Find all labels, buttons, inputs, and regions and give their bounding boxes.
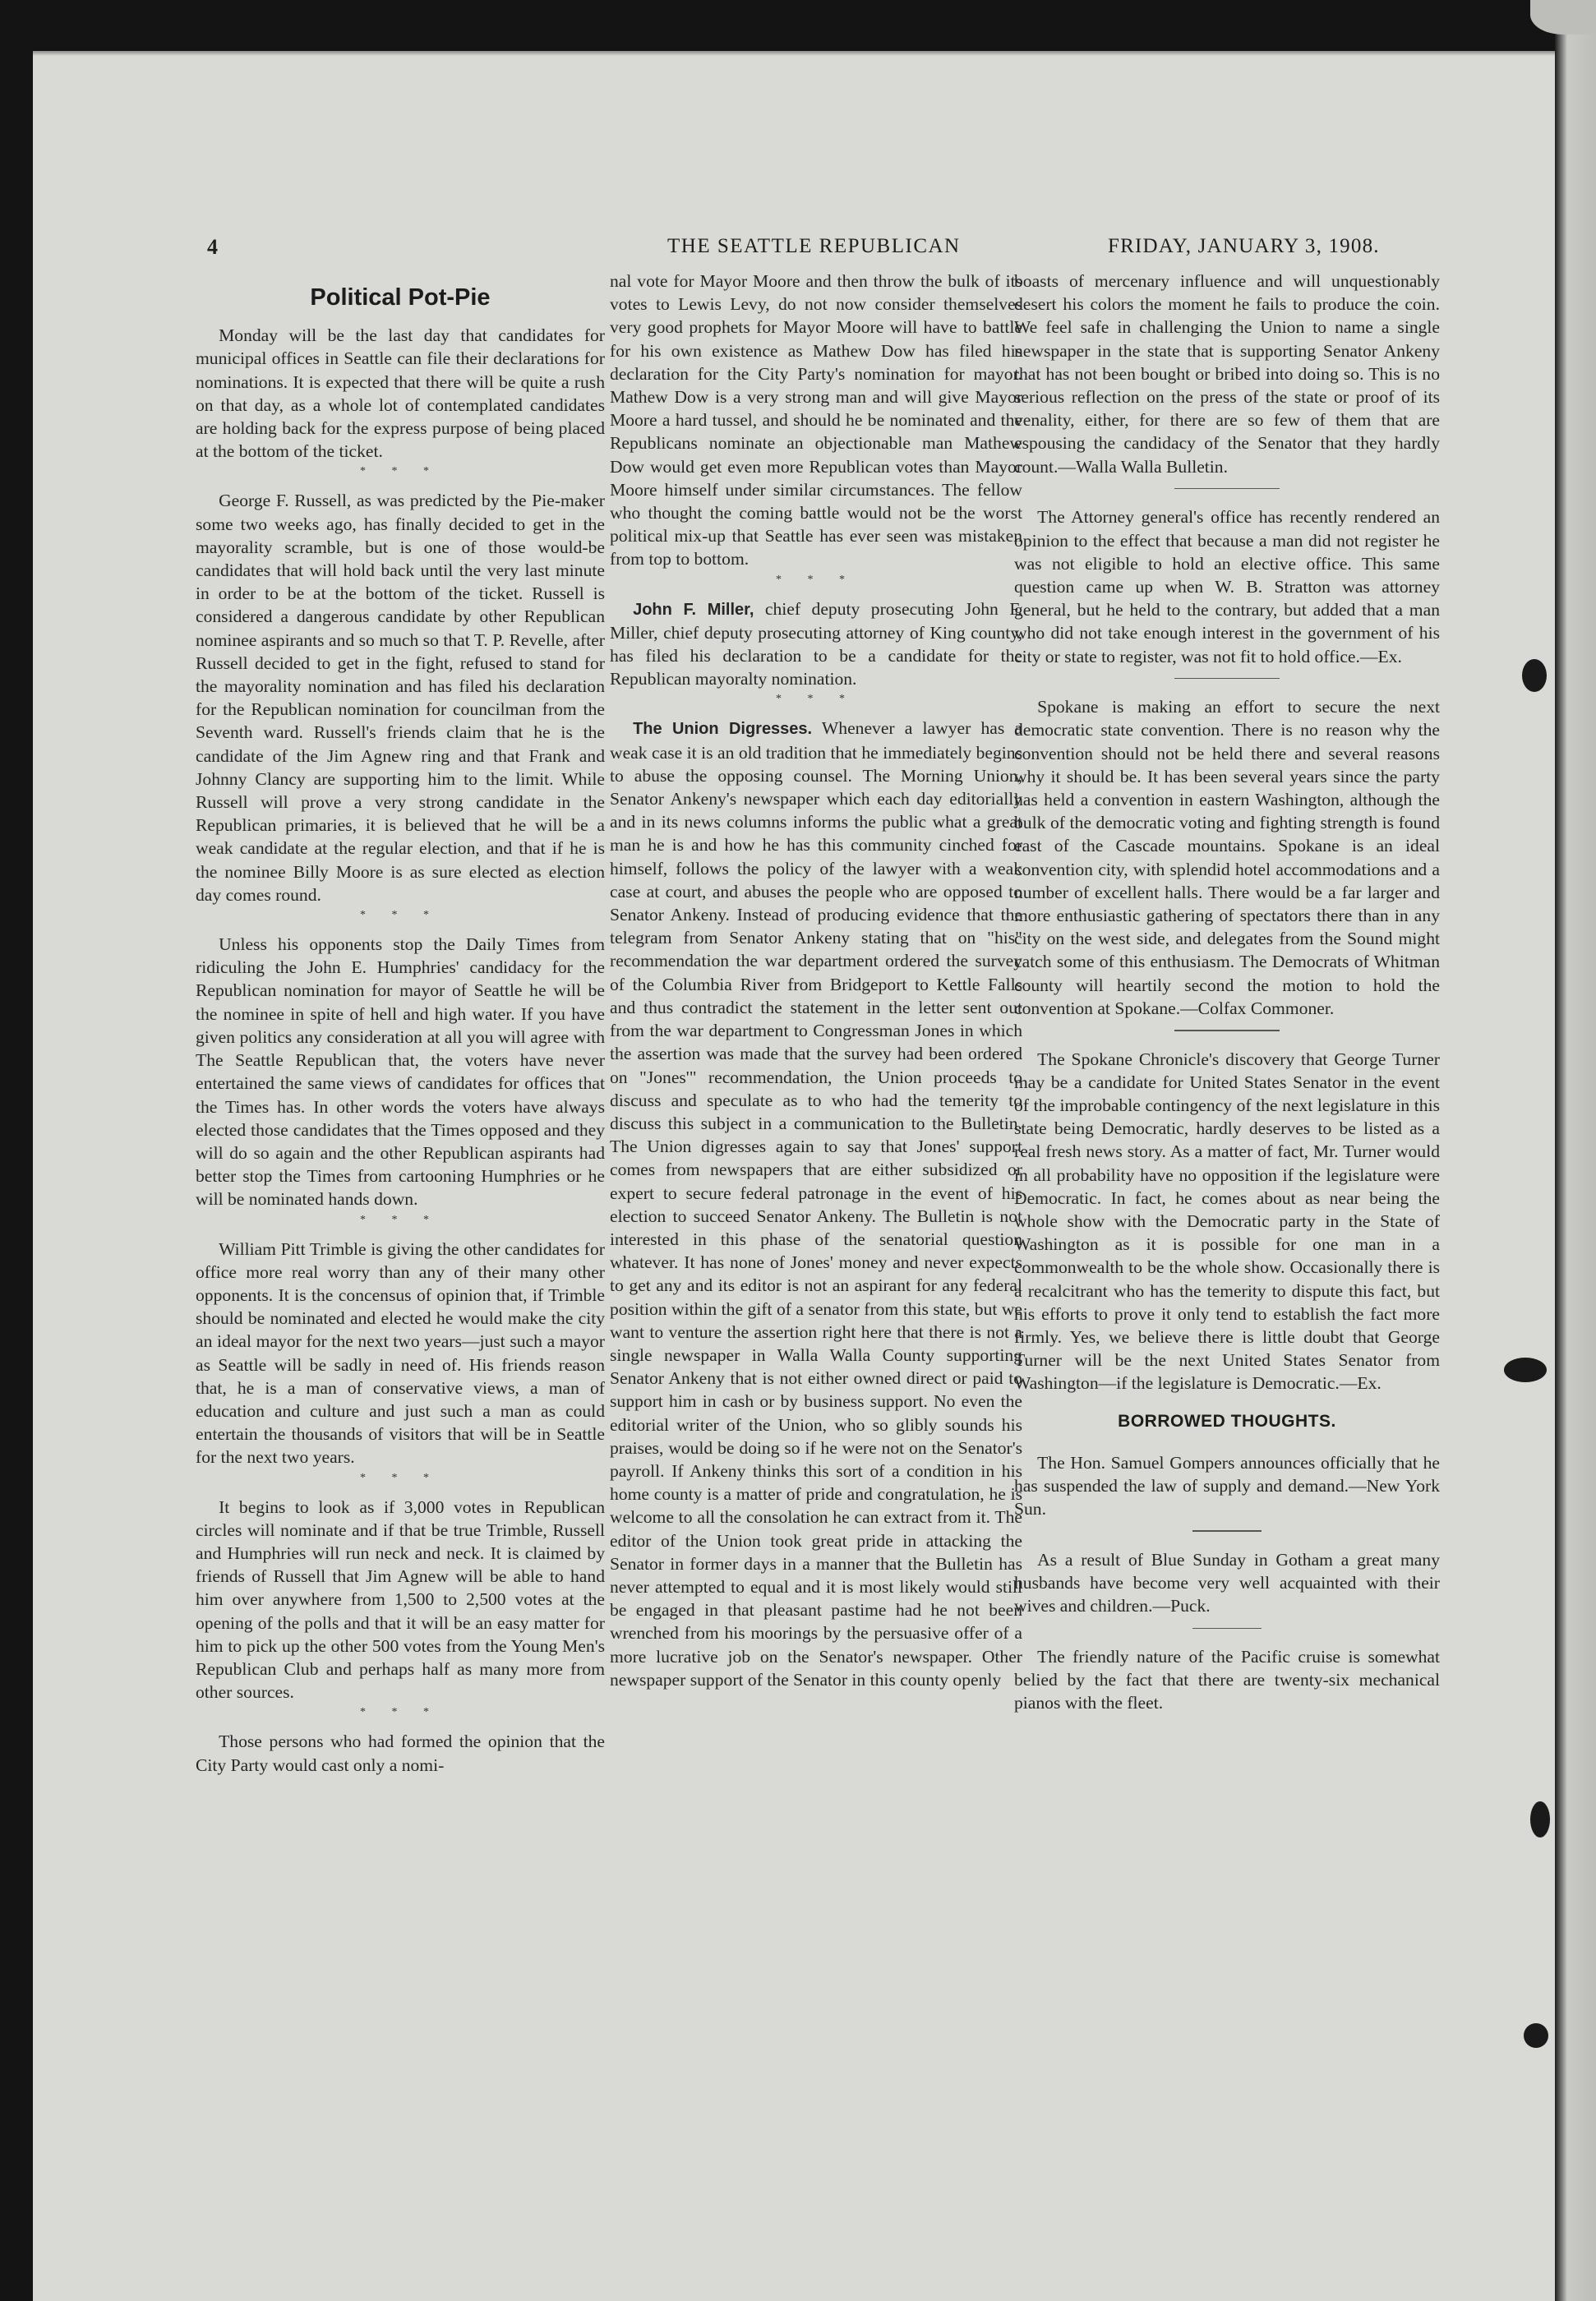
section-title: BORROWED THOUGHTS. [1118, 1411, 1336, 1431]
page-corner [1530, 0, 1596, 35]
separator: * * * [776, 693, 856, 706]
paragraph: The Attorney general's office has recently rendered an opinion to the effect that because a man did not register he was not eligible to hold an elective office. This same question came up when W. B. Stratton was attorney general, but he held to the contrary, but added that a man who did not take enough interest in the government of his city or state to register, was not fit to hold office.—Ex. [1014, 507, 1440, 666]
separator: * * * [776, 573, 856, 586]
ink-blot [1504, 1358, 1547, 1382]
divider [1192, 1530, 1262, 1532]
paragraph: It begins to look as if 3,000 votes in Republican circles will nominate and if that be true Trimble, Russell and Humphries will run neck and neck. It is claimed by friends of Russell that Jim Agnew will be able to hand him over anywhere from 1,500 to 2,500 votes at the opening of the polls and that it will be an easy matter for him to pick up the other 500 votes from the Young Men's Republican Club and perhaps half as many more from other sources. [196, 1496, 605, 1703]
miller-text: chief deputy prosecuting John F. Miller, chief deputy prosecuting attorney of King county, has filed his declaration to be a candidate for the Republican mayoralty nomination. [610, 598, 1023, 689]
paragraph: As a result of Blue Sunday in Gotham a great many husbands have become very well acquainted with their wives and children.—Puck. [1014, 1549, 1440, 1616]
paragraph: The Spokane Chronicle's discovery that George Turner may be a candidate for United States Senator in the event of the improbable contingency of the next legislature in this state being Democratic, hardly deserves to be listed as a real fresh news story. As a matter of fact, Mr. Turner would in all probability have no opposition if the legislature were Democratic. In fact, he comes about as near being the whole show with the Democratic party in the State of Washington as it is possible for one man in a commonwealth to be the whole show. Occasionally there is a recalcitrant who has the temerity to dispute this fact, but his efforts to prove it only tend to establish the fact more firmly. Yes, we believe there is little doubt that George Turner will be the next United States Senator from Washington—if the legislature is Democratic.—Ex. [1014, 1049, 1440, 1394]
ink-blot [1530, 1801, 1550, 1838]
paragraph: Unless his opponents stop the Daily Times from ridiculing the John E. Humphries' candidacy for the Republican nomination for mayor of Seattle he will be the nominee in spite of hell and high water. If you have given politics any consideration at all you will agree with The Seattle Republican that, the voters have never entertained the same views of candidates for offices that the Times has. In other words the voters have always elected those candidates that the Times opposed and they will do so again and the other Republican aspirants had better stop the Times from cartooning Humphries or he will be nominated hands down. [196, 934, 605, 1210]
paragraph: Those persons who had formed the opinion that the City Party would cast only a nomi- [196, 1732, 605, 1775]
paragraph: boasts of mercenary influence and will unquestionably desert his colors the moment he fails to produce the coin. We feel safe in challenging the Union to name a single newspaper in the state that is supporting Senator Ankeny that has not been bought or bribed into doing so. This is no serious reflection on the press of the state or proof of its venality, either, for there are so few of them that are espousing the candidacy of the Senator that they hardly count.—Walla Walla Bulletin. [1014, 271, 1440, 477]
separator: * * * [360, 1706, 441, 1719]
paragraph: Monday will be the last day that candidates for municipal offices in Seattle can file their declarations for nominations. It is expected that there will be quite a rush on that day, as a whole lot of contemplated candidates are holding back for the express purpose of being placed at the bottom of the ticket. [196, 325, 605, 462]
scan-edge [1555, 0, 1596, 2301]
column-2 [610, 270, 1022, 1691]
page-number: 4 [207, 235, 219, 259]
miller-paragraph [610, 597, 1022, 691]
separator: * * * [360, 1471, 441, 1484]
union-paragraph [610, 717, 1022, 1691]
divider [1174, 1030, 1280, 1031]
paragraph: Spokane is making an effort to secure the next democratic state convention. There is no reason why the convention should not be held there and several reasons why it should be. It has been several years since the party has held a convention in eastern Washington, although the bulk of the democratic voting and fighting strength is found east of the Cascade mountains. Spokane is an ideal convention city, with splendid hotel accommodations and a number of excellent halls. There would be a far larger and more enthusiastic gathering of spectators there than in any city on the west side, and delegates from the Sound might catch some of this enthusiasm. The Democrats of Whitman county will heartily second the motion to hold the convention at Spokane.—Colfax Commoner. [1014, 697, 1440, 1018]
column-3 [1014, 270, 1440, 1715]
article-title: Political Pot-Pie [310, 284, 491, 311]
newspaper-page [33, 51, 1555, 2301]
page-header [33, 235, 1555, 268]
paragraph: The Hon. Samuel Gompers announces officially that he has suspended the law of supply and demand.—New York Sun. [1014, 1452, 1440, 1519]
paragraph: George F. Russell, as was predicted by the Pie-maker some two weeks ago, has finally decided to get in the mayorality scramble, but is one of those would-be candidates that will hold back until the very last minute in order to be at the bottom of the ticket. Russell is considered a dangerous candidate by other Republican nominee aspirants and so much so that T. P. Revelle, after Russell decided to get in the fight, refused to stand for the mayorality nomination and has filed his declaration for the Republican nomination for councilman from the Seventh ward. Russell's friends claim that he is the candidate of the Jim Agnew ring and that Frank and Johnny Clancy are supporting him to the limit. While Russell will prove a very strong candidate in the Republican primaries, it is believed that he will be a weak candidate at the regular election, and that if he is the nominee Billy Moore is as sure elected as election day comes round. [196, 491, 605, 905]
union-heading: The Union Digresses. [633, 720, 813, 739]
union-text: Whenever a lawyer has a weak case it is an old tradition that he immediately begins to abuse the opposing counsel. The Morning Union, Senator Ankeny's newspaper which each day editorially and in its news columns informs the public what a great man he is and how he has this community cinched for himself, follows the policy of the lawyer with a weak case at court, and abuses the people who are opposed to Senator Ankeny. Instead of producing evidence that the telegram from Senator Ankeny stating that on "his" recommendation the war department ordered the survey of the Columbia River from Bridgeport to Kettle Falls and thus contradict the statement in the letter sent out from the war department to Congressman Jones in which the assertion was made that the survey had been ordered on "Jones'" recommendation, the Union proceeds to discuss and speculate as to who had the temerity to discuss this subject in a communication to the Bulletin. The Union digresses again to say that Jones' support comes from newspapers that are either subsidized or expert to secure federal patronage in the event of his election to succeed Senator Ankeny. The Bulletin is not interested in this phase of the senatorial question whatever. It has none of Jones' money and never expects to get any and its editor is not an aspirant for any federal position within the gift of a senator from this state, but we want to venture the assertion right here that there is not a single newspaper in Walla Walla County supporting Senator Ankeny that is not either owned direct or paid to support him in cash or by business support. No even the editorial writer of the Union, who so glibly sounds his praises, would be doing so if he were not on the Senator's payroll. If Ankeny thinks this sort of a condition in his home county is a matter of pride and congratulation, he is welcome to all the consolation he can extract from it. The editor of the Union took great pride in attacking the Senator in former days in a manner that the Bulletin has never attempted to equal and it is most likely would still be engaged in that pleasant pastime had he not been wrenched from his moorings by the persuasive offer of a more lucrative job on the Senator's newspaper. Other newspaper support of the Senator in this county openly [610, 718, 1022, 1690]
separator: * * * [360, 1213, 441, 1226]
paragraph: William Pitt Trimble is giving the other candidates for office more real worry than any of their many other opponents. It is the concensus of opinion that, if Trimble should be nominated and elected he would make the city an ideal mayor for the next two years—just such a mayor as Seattle will be sadly in need of. His friends reason that, he is a man of conservative views, a man of education and culture and just such a man as could entertain the thousands of visitors that will be in Seattle for the next two years. [196, 1238, 605, 1468]
ink-blot [1524, 2023, 1548, 2048]
paragraph: The friendly nature of the Pacific cruise is somewhat belied by the fact that there are twenty-six mechanical pianos with the fleet. [1014, 1647, 1440, 1713]
divider [1174, 678, 1280, 680]
publication-title: THE SEATTLE REPUBLICAN [667, 235, 961, 257]
paragraph: nal vote for Mayor Moore and then throw the bulk of its votes to Lewis Levy, do not now consider themselves very good prophets for Mayor Moore will have to battle for his own existence as Mathew Dow has filed his declaration for the City Party's nomination for mayor. Mathew Dow is a very strong man and will give Mayor Moore a hard tussel, and should he be nominated and the Republicans nominate an objectionable man Mathew Dow would get even more Republican votes than Mayor Moore himself under similar circumstances. The fellow who thought the coming battle would not be the worst political mix-up that Seattle has ever seen was mistaken from top to bottom. [610, 271, 1022, 569]
issue-date: FRIDAY, JANUARY 3, 1908. [1108, 235, 1380, 257]
separator: * * * [360, 465, 441, 478]
miller-heading: John F. Miller, [633, 600, 754, 619]
page-top-edge [33, 51, 1555, 56]
ink-blot [1522, 659, 1547, 692]
column-1 [196, 270, 605, 1777]
separator: * * * [360, 909, 441, 922]
divider [1174, 488, 1280, 490]
divider [1192, 1628, 1262, 1630]
